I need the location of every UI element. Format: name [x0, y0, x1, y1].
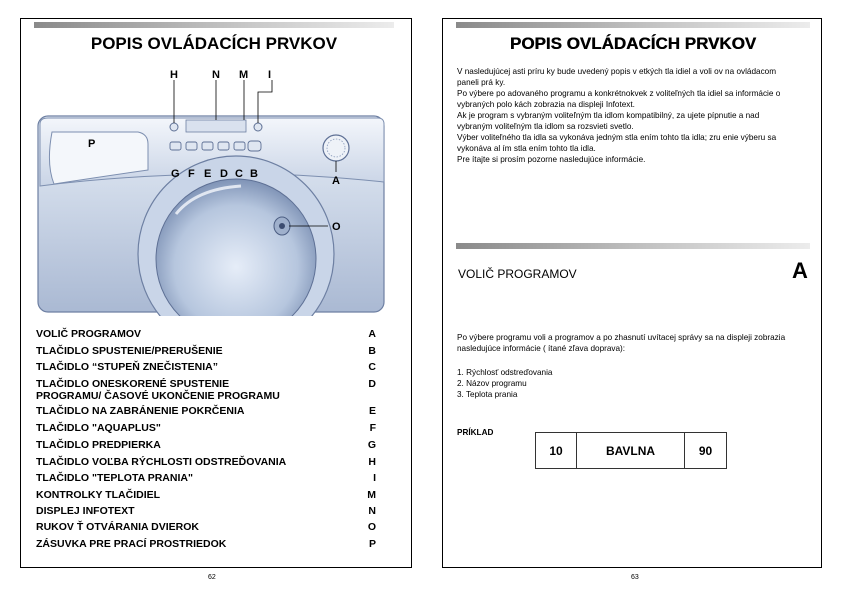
label-b: B: [250, 168, 258, 180]
label-h: H: [170, 69, 178, 81]
list-item: TLAČIDLO "AQUAPLUS" F: [36, 422, 376, 434]
list-item: RUKOV Ť OTVÁRANIA DVIEROK O: [36, 521, 376, 533]
left-page-title: POPIS OVLÁDACÍCH PRVKOV: [90, 34, 338, 53]
list-item: VOLIČ PROGRAMOV A: [36, 328, 376, 340]
list-item: 3. Teplota prania: [457, 390, 518, 399]
button-i: [254, 123, 262, 131]
display-temperature: 90: [684, 432, 727, 469]
list-item: DISPLEJ INFOTEXT N: [36, 505, 376, 517]
list-item: TLAČIDLO NA ZABRÁNENIE POKRČENIA E: [36, 405, 376, 417]
label-d: D: [220, 168, 228, 180]
section-letter: A: [792, 258, 808, 283]
label-f: F: [188, 168, 195, 180]
list-item: TLAČIDLO “STUPEŇ ZNEČISTENIA” C: [36, 361, 376, 373]
label-p: P: [88, 138, 96, 150]
list-item: TLAČIDLO SPUSTENIE/PRERUŠENIE B: [36, 345, 376, 357]
list-item: TLAČIDLO ONESKORENÉ SPUSTENIE D PROGRAMU/ ČASOVÉ UKONČENIE PROGRAMU: [36, 378, 376, 402]
washing-machine-diagram: [36, 64, 392, 316]
left-page-number: 62: [208, 574, 216, 581]
section-divider-bar: [456, 243, 810, 249]
example-label: PRÍKLAD: [457, 428, 494, 437]
right-page-number: 63: [631, 574, 639, 581]
display-speed: 10: [535, 432, 577, 469]
list-item: TLAČIDLO VOĽBA RÝCHLOSTI ODSTREĎOVANIA H: [36, 456, 376, 468]
list-item: ZÁSUVKA PRE PRACÍ PROSTRIEDOK P: [36, 538, 376, 550]
left-header-bar: [34, 22, 394, 28]
list-item: TLAČIDLO "TEPLOTA PRANIA" I: [36, 472, 376, 484]
section-title: VOLIČ PROGRAMOV: [458, 267, 577, 281]
infotext-display: [186, 120, 246, 132]
label-o: O: [332, 221, 341, 233]
label-a: A: [332, 175, 340, 187]
list-item: KONTROLKY TLAČIDIEL M: [36, 489, 376, 501]
label-i: I: [268, 69, 272, 81]
label-e: E: [204, 168, 212, 180]
display-program: BAVLNA: [576, 432, 685, 469]
label-g: G: [171, 168, 180, 180]
label-n: N: [212, 69, 220, 81]
list-item: 1. Rýchlosť odstreďovania: [457, 368, 553, 377]
label-m: M: [239, 69, 249, 81]
list-item: 2. Názov programu: [457, 379, 527, 388]
right-header-bar: [456, 22, 810, 28]
list-item: TLAČIDLO PREDPIERKA G: [36, 439, 376, 451]
label-c: C: [235, 168, 243, 180]
button-h: [170, 123, 178, 131]
right-page-title: POPIS OVLÁDACÍCH PRVKOV: [509, 34, 757, 53]
